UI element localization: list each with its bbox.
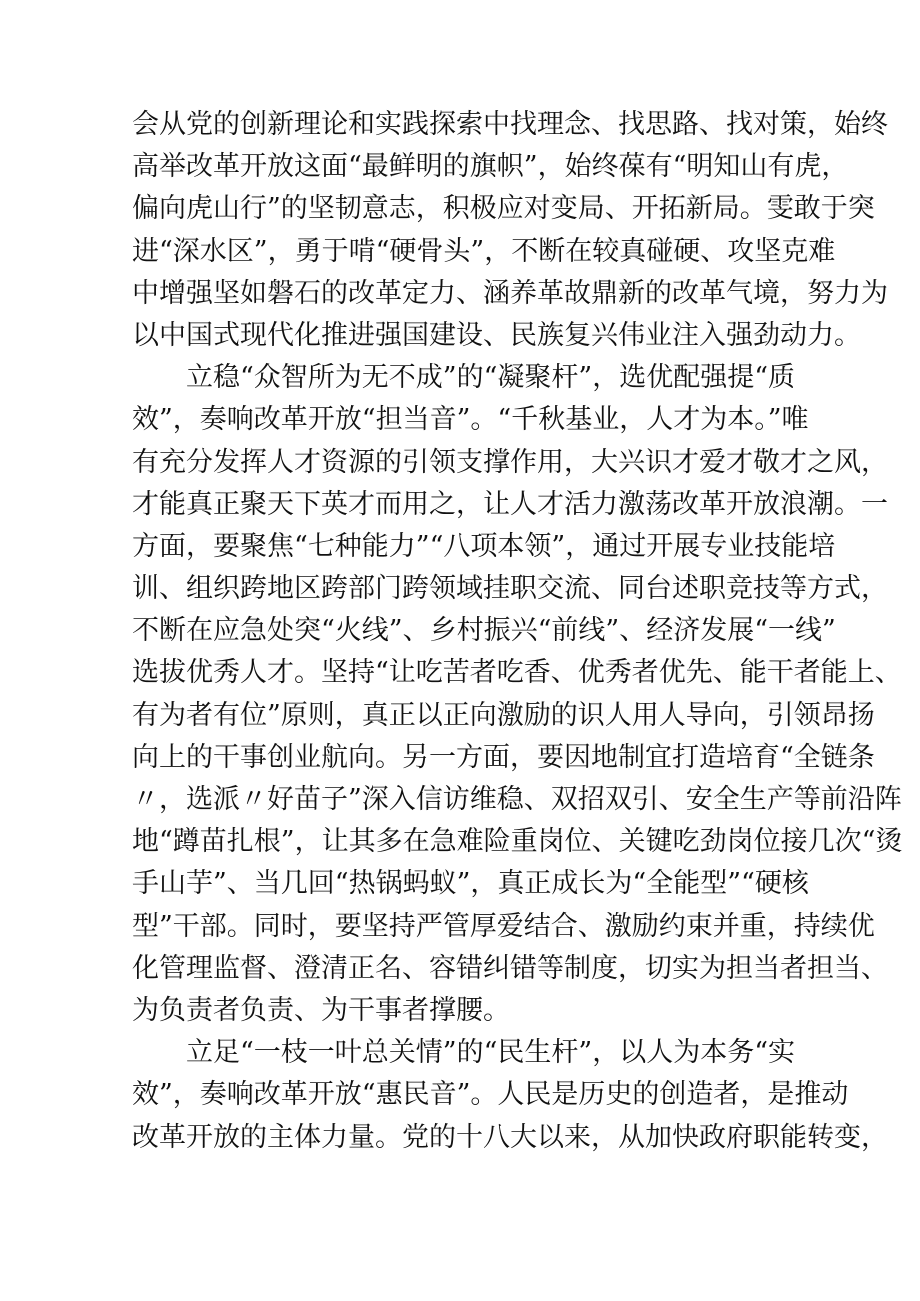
text-line: 才能真正聚天下英才而用之，让人才活力激荡改革开放浪潮。一 (132, 488, 888, 520)
text-line: 化管理监督、澄清正名、容错纠错等制度，切实为担当者担当、 (132, 952, 888, 984)
text-line: 为负责者负责、为干事者撑腰。 (132, 994, 510, 1026)
text-line: 偏向虎山行”的坚韧意志，积极应对变局、开拓新局。雯敢于突 (132, 193, 875, 225)
text-line: 手山芋”、当几回“热锅蚂蚁”，真正成长为“全能型”“硬核 (132, 868, 809, 900)
text-line: 〃，选派〃好苗子”深入信访维稳、双招双引、安全生产等前沿阵 (132, 784, 902, 815)
body-text (132, 104, 903, 1159)
text-line: 向上的干事创业航向。另一方面，要因地制宜打造培育“全链条 (132, 741, 875, 773)
text-line: 高举改革开放这面“最鲜明的旗帜”，始终葆有“明知山有虎， (132, 151, 849, 183)
text-line: 选拔优秀人才。坚持“让吃苦者吃香、优秀者优先、能干者能上、 (132, 657, 902, 689)
text-line: 改革开放的主体力量。党的十八大以来，从加快政府职能转变， (132, 1121, 888, 1153)
text-line: 地“蹲苗扎根”，让其多在急难险重岗位、关键吃劲岗位接几次“烫 (132, 826, 903, 858)
text-line: 效”，奏响改革开放“惠民音”。人民是历史的创造者，是推动 (132, 1079, 849, 1111)
text-line: 中增强坚如磐石的改革定力、涵养革故鼎新的改革气境，努力为 (132, 277, 888, 309)
text-line: 会从党的创新理论和实践探索中找理念、找思路、找对策，始终 (132, 109, 888, 140)
text-line: 以中国式现代化推进强国建设、民族复兴伟业注入强劲动力。 (132, 319, 861, 351)
text-line: 效”，奏响改革开放“担当音”。“千秋基业，人才为本。”唯 (132, 404, 809, 436)
text-line: 有充分发挥人才资源的引领支撑作用，大兴识才爱才敬才之风， (132, 446, 888, 478)
text-line: 方面，要聚焦“七种能力”“八项本领”，通过开展专业技能培 (132, 530, 836, 562)
text-line: 有为者有位”原则，真正以正向激励的识人用人导向，引领昂扬 (132, 699, 875, 731)
text-line: 型”干部。同时，要坚持严管厚爱结合、激励约束并重，持续优 (132, 910, 875, 942)
text-line: 训、组织跨地区跨部门跨领域挂职交流、同台述职竞技等方式， (132, 573, 888, 605)
text-line: 立稳“众智所为无不成”的“凝聚杆”，选优配强提“质 (132, 362, 796, 394)
text-line: 不断在应急处突“火线”、乡村振兴“前线”、经济发展“一线” (132, 615, 836, 647)
text-line: 进“深水区”，勇于啃“硬骨头”，不断在较真碰硬、攻坚克难 (132, 235, 836, 267)
text-line: 立足“一枝一叶总关情”的“民生杆”，以人为本务“实 (132, 1037, 796, 1069)
